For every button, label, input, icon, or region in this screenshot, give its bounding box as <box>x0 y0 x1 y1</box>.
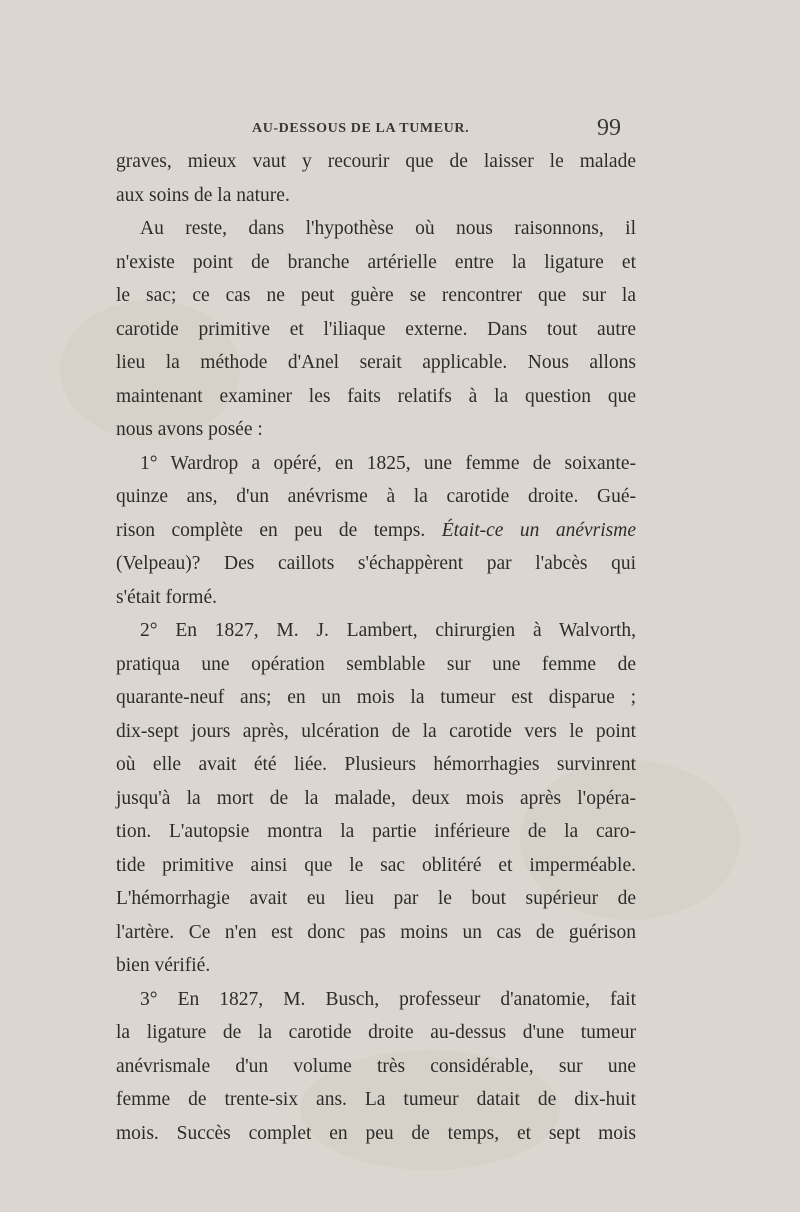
text-line: 3° En 1827, M. Busch, professeur d'anatomie, fait <box>140 988 636 1010</box>
text-line: graves, mieux vaut y recourir que de laisser le malade <box>116 151 636 172</box>
text-line: mois. Succès complet en peu de temps, et sept mois <box>116 1122 636 1144</box>
text-line: carotide primitive et l'iliaque externe. Dans tout autre <box>116 318 636 340</box>
italic-segment: Était-ce un anévrisme <box>441 519 636 541</box>
text-line: n'existe point de branche artérielle entre la ligature et <box>116 251 636 273</box>
text-line: L'hémorrhagie avait eu lieu par le bout supérieur de <box>116 888 636 909</box>
text-line-with-italic <box>116 514 636 548</box>
page-number: 99 <box>597 115 621 141</box>
page-header <box>0 115 800 142</box>
text-line: anévrismale d'un volume très considérable, sur une <box>116 1055 636 1077</box>
text-line: l'artère. Ce n'en est donc pas moins un cas de guérison <box>116 921 636 943</box>
text-line: Au reste, dans l'hypothèse où nous raisonnons, il <box>140 218 636 239</box>
body-text <box>116 145 636 1150</box>
text-line: quinze ans, d'un anévrisme à la carotide droite. Gué- <box>116 486 636 507</box>
text-line: tion. L'autopsie montra la partie inférieure de la caro- <box>116 821 636 842</box>
text-segment: rison complète en peu de temps. <box>116 519 426 541</box>
text-line: 2° En 1827, M. J. Lambert, chirurgien à Walvorth, <box>140 620 636 641</box>
text-line: (Velpeau)? Des caillots s'échappèrent par l'abcès qui <box>116 553 636 574</box>
text-line: où elle avait été liée. Plusieurs hémorrhagies survinrent <box>116 754 636 775</box>
text-line: tide primitive ainsi que le sac oblitéré et imperméable. <box>116 854 636 876</box>
text-line: maintenant examiner les faits relatifs à la question que <box>116 385 636 407</box>
text-line: lieu la méthode d'Anel serait applicable. Nous allons <box>116 352 636 373</box>
text-line: la ligature de la carotide droite au-dessus d'une tumeur <box>116 1022 636 1043</box>
text-line: femme de trente-six ans. La tumeur datait de dix-huit <box>116 1089 636 1110</box>
text-line: nous avons posée : <box>116 419 263 440</box>
text-line: bien vérifié. <box>116 955 211 976</box>
running-head: AU-DESSOUS DE LA TUMEUR. <box>252 121 470 136</box>
text-line: le sac; ce cas ne peut guère se rencontrer que sur la <box>116 285 636 306</box>
text-line: aux soins de la nature. <box>116 184 290 206</box>
text-line: dix-sept jours après, ulcération de la carotide vers le point <box>116 720 636 742</box>
text-line: jusqu'à la mort de la malade, deux mois après l'opéra- <box>116 787 636 809</box>
text-line: quarante-neuf ans; en un mois la tumeur est disparue ; <box>116 687 636 708</box>
text-line: pratiqua une opération semblable sur une femme de <box>116 653 636 675</box>
text-line: s'était formé. <box>116 586 217 608</box>
text-line: 1° Wardrop a opéré, en 1825, une femme de soixante- <box>140 452 636 474</box>
